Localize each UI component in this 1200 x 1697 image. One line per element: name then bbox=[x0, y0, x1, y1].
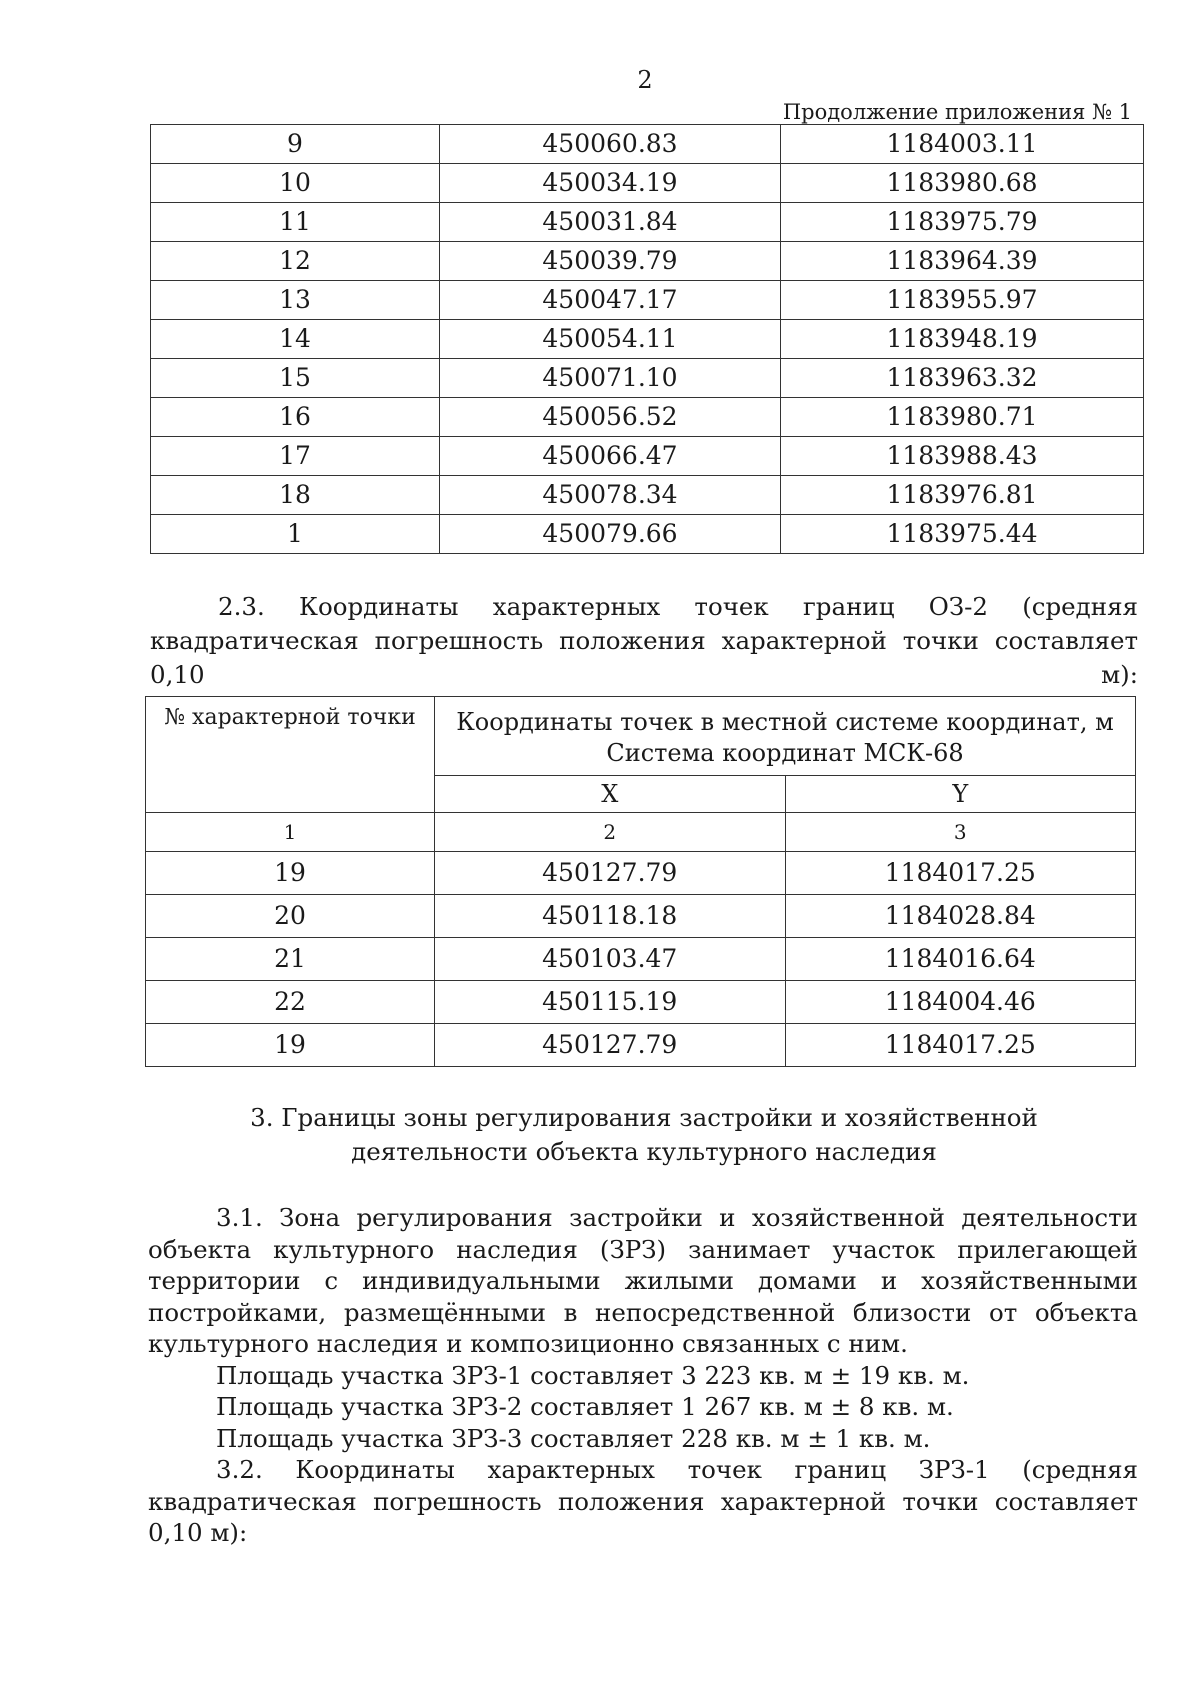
coordinates-table-oz2 bbox=[145, 696, 1136, 1067]
y-coordinate-cell: 1183948.19 bbox=[781, 320, 1144, 359]
section-2-3-paragraph: 2.3. Координаты характерных точек границ ОЗ-2 (средняя квадратическая погрешность положения характерной точки составляет 0,10 м): bbox=[150, 592, 1138, 689]
table-row bbox=[146, 895, 1136, 938]
y-coordinate-cell: 1183963.32 bbox=[781, 359, 1144, 398]
point-number-cell: 15 bbox=[151, 359, 440, 398]
header-y: Y bbox=[785, 776, 1136, 813]
point-number-cell: 12 bbox=[151, 242, 440, 281]
point-number-cell: 10 bbox=[151, 164, 440, 203]
table-row bbox=[151, 398, 1144, 437]
paragraph-3-1: 3.1. Зона регулирования застройки и хозяйственной деятельности объекта культурного наследия (ЗРЗ) занимает участок прилегающей территории с индивидуальными жилыми домами и хозяйственными постройками, размещёнными в непосредственной близости от объекта культурного наследия и композиционно связанных с ним. bbox=[148, 1203, 1138, 1358]
table-row bbox=[151, 164, 1144, 203]
point-number-cell: 11 bbox=[151, 203, 440, 242]
table-header-row bbox=[146, 697, 1136, 776]
x-coordinate-cell: 450079.66 bbox=[440, 515, 781, 554]
x-coordinate-cell: 450115.19 bbox=[435, 981, 786, 1024]
section-3-body bbox=[148, 1202, 1138, 1549]
x-coordinate-cell: 450031.84 bbox=[440, 203, 781, 242]
point-number-cell: 18 bbox=[151, 476, 440, 515]
section-3-title bbox=[150, 1101, 1138, 1169]
column-number-2: 2 bbox=[435, 813, 786, 852]
table-row bbox=[146, 981, 1136, 1024]
table-row bbox=[146, 938, 1136, 981]
point-number-cell: 1 bbox=[151, 515, 440, 554]
table-row bbox=[151, 203, 1144, 242]
column-number-3: 3 bbox=[785, 813, 1136, 852]
coordinates-table-oz2-body bbox=[146, 697, 1136, 1067]
x-coordinate-cell: 450078.34 bbox=[440, 476, 781, 515]
table-row bbox=[151, 281, 1144, 320]
y-coordinate-cell: 1183976.81 bbox=[781, 476, 1144, 515]
section-3-title-line2: деятельности объекта культурного наследия bbox=[351, 1137, 937, 1166]
table-row bbox=[151, 359, 1144, 398]
y-coordinate-cell: 1183975.79 bbox=[781, 203, 1144, 242]
x-coordinate-cell: 450034.19 bbox=[440, 164, 781, 203]
x-coordinate-cell: 450127.79 bbox=[435, 1024, 786, 1067]
x-coordinate-cell: 450066.47 bbox=[440, 437, 781, 476]
paragraph-3-2: 3.2. Координаты характерных точек границ ЗРЗ-1 (средняя квадратическая погрешность положения характерной точки составляет 0,10 м): bbox=[148, 1455, 1138, 1547]
area-zrz-2: Площадь участка ЗРЗ-2 составляет 1 267 кв. м ± 8 кв. м. bbox=[216, 1392, 954, 1421]
y-coordinate-cell: 1184028.84 bbox=[785, 895, 1136, 938]
section-3-title-line1: 3. Границы зоны регулирования застройки и хозяйственной bbox=[250, 1103, 1038, 1132]
y-coordinate-cell: 1183975.44 bbox=[781, 515, 1144, 554]
column-number-1: 1 bbox=[146, 813, 435, 852]
y-coordinate-cell: 1183955.97 bbox=[781, 281, 1144, 320]
point-number-cell: 9 bbox=[151, 125, 440, 164]
x-coordinate-cell: 450047.17 bbox=[440, 281, 781, 320]
header-coordinates-line2: Система координат МСК-68 bbox=[606, 739, 964, 767]
appendix-continuation-label: Продолжение приложения № 1 bbox=[782, 100, 1132, 124]
header-coordinates-line1: Координаты точек в местной системе координат, м bbox=[456, 708, 1114, 736]
y-coordinate-cell: 1184017.25 bbox=[785, 1024, 1136, 1067]
y-coordinate-cell: 1184003.11 bbox=[781, 125, 1144, 164]
point-number-cell: 17 bbox=[151, 437, 440, 476]
table-row bbox=[146, 1024, 1136, 1067]
header-point-number: № характерной точки bbox=[146, 697, 435, 813]
point-number-cell: 16 bbox=[151, 398, 440, 437]
x-coordinate-cell: 450054.11 bbox=[440, 320, 781, 359]
x-coordinate-cell: 450118.18 bbox=[435, 895, 786, 938]
x-coordinate-cell: 450127.79 bbox=[435, 852, 786, 895]
table-row bbox=[151, 515, 1144, 554]
y-coordinate-cell: 1184017.25 bbox=[785, 852, 1136, 895]
x-coordinate-cell: 450039.79 bbox=[440, 242, 781, 281]
coordinates-table-continued-body bbox=[151, 125, 1144, 554]
x-coordinate-cell: 450060.83 bbox=[440, 125, 781, 164]
point-number-cell: 19 bbox=[146, 852, 435, 895]
y-coordinate-cell: 1183980.68 bbox=[781, 164, 1144, 203]
y-coordinate-cell: 1183980.71 bbox=[781, 398, 1144, 437]
point-number-cell: 20 bbox=[146, 895, 435, 938]
header-coordinates bbox=[435, 697, 1136, 776]
x-coordinate-cell: 450071.10 bbox=[440, 359, 781, 398]
table-row bbox=[151, 320, 1144, 359]
point-number-cell: 19 bbox=[146, 1024, 435, 1067]
x-coordinate-cell: 450103.47 bbox=[435, 938, 786, 981]
table-row bbox=[151, 476, 1144, 515]
table-row bbox=[146, 852, 1136, 895]
table-row bbox=[151, 125, 1144, 164]
coordinates-table-continued bbox=[150, 124, 1144, 554]
point-number-cell: 22 bbox=[146, 981, 435, 1024]
page-number: 2 bbox=[637, 66, 653, 94]
header-x: X bbox=[435, 776, 786, 813]
y-coordinate-cell: 1184004.46 bbox=[785, 981, 1136, 1024]
point-number-cell: 13 bbox=[151, 281, 440, 320]
table-row bbox=[151, 437, 1144, 476]
y-coordinate-cell: 1183988.43 bbox=[781, 437, 1144, 476]
area-zrz-1: Площадь участка ЗРЗ-1 составляет 3 223 кв. м ± 19 кв. м. bbox=[216, 1360, 970, 1390]
x-coordinate-cell: 450056.52 bbox=[440, 398, 781, 437]
point-number-cell: 21 bbox=[146, 938, 435, 981]
area-zrz-3: Площадь участка ЗРЗ-3 составляет 228 кв. м ± 1 кв. м. bbox=[216, 1423, 931, 1453]
y-coordinate-cell: 1183964.39 bbox=[781, 242, 1144, 281]
table-row bbox=[151, 242, 1144, 281]
y-coordinate-cell: 1184016.64 bbox=[785, 938, 1136, 981]
point-number-cell: 14 bbox=[151, 320, 440, 359]
table-column-number-row bbox=[146, 813, 1136, 852]
